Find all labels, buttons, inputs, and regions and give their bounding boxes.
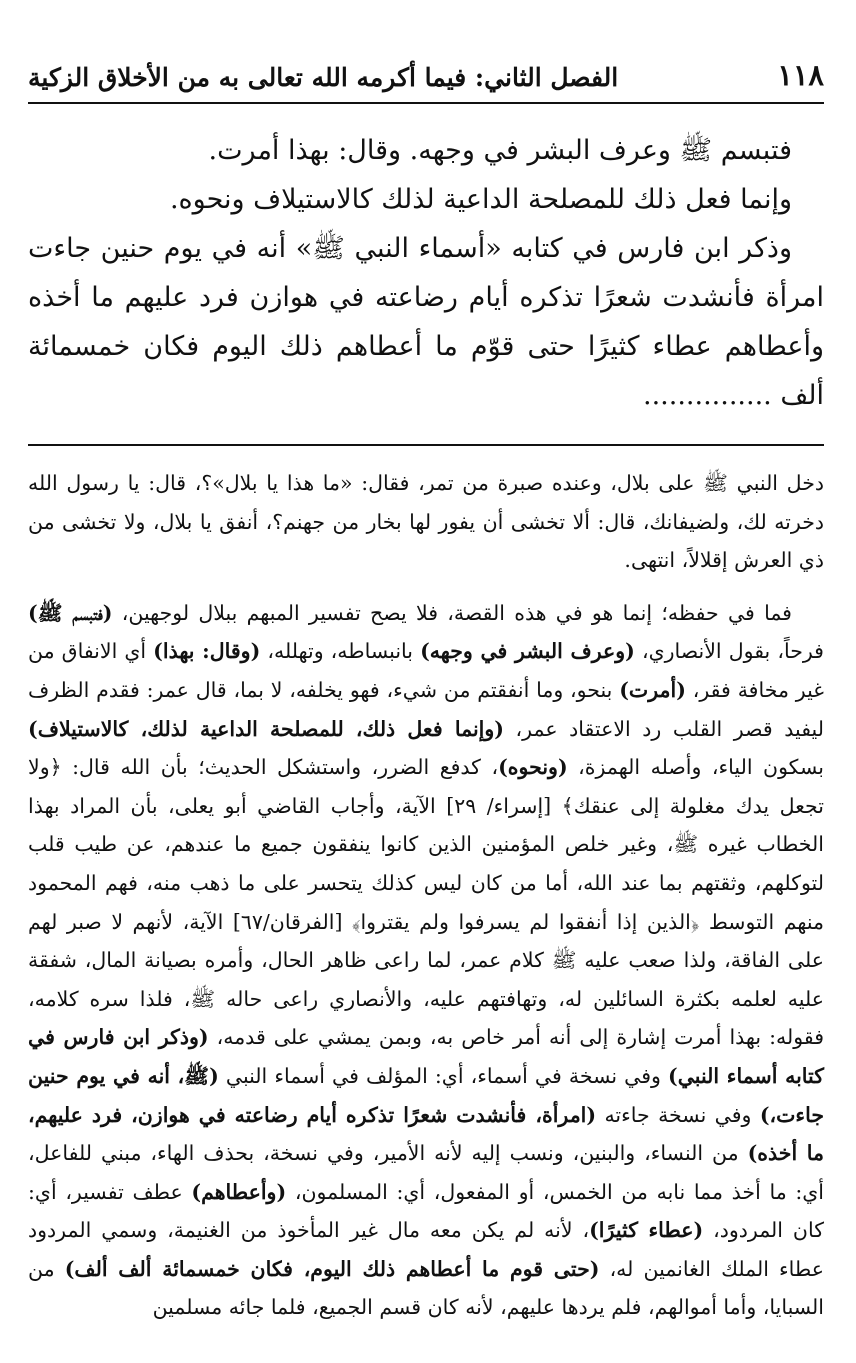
matn-quote: (وعرف البشر في وجهه) xyxy=(420,639,635,664)
commentary-text-span: وفي نسخة في أسماء، أي: المؤلف في أسماء النبي xyxy=(218,1063,669,1088)
main-paragraph-1: فتبسم ﷺ وعرف البشر في وجهه. وقال: بهذا أمرت. xyxy=(208,135,792,166)
commentary-text-span: بنحو، وما أنفقتم من شيء، فهو يخلفه، لا بما، قال عمر: فقدم الظرف ليفيد قصر القلب رد الاعتقاد عمر، xyxy=(28,677,824,741)
page-header xyxy=(28,48,824,92)
header-divider xyxy=(28,102,824,104)
matn-quote: (ونحوه) xyxy=(498,755,568,780)
matn-quote: (حتى قوم ما أعطاهم ذلك اليوم، فكان خمسمائة ألف ألف) xyxy=(64,1256,600,1281)
matn-quote: (عطاء كثيرًا) xyxy=(589,1218,704,1243)
matn-quote: (فتبسم ﷺ) xyxy=(28,600,113,625)
matn-quote: (وذكر ابن فارس في كتابه أسماء النبي) xyxy=(28,1025,824,1088)
matn-quote: (ﷺ، أنه في يوم حنين جاءت،) xyxy=(28,1063,824,1127)
matn-quote: (وإنما فعل ذلك، للمصلحة الداعية لذلك، كالاستيلاف) xyxy=(28,716,504,741)
matn-quote: (أمرت) xyxy=(619,677,686,702)
footnote-divider xyxy=(28,444,824,446)
commentary-paragraph-2 xyxy=(28,594,824,1327)
commentary-text xyxy=(28,464,824,1327)
commentary-text-span: ، كدفع الضرر، واستشكل الحديث؛ بأن الله قال: ﴿ولا تجعل يدك مغلولة إلى عنقك﴾ [إسراء/ ٢٩] الآية، وأجاب القاضي أبو يعلى، بأن المراد بهذا الخطاب غيره ﷺ، وغير خلص المؤمنين الذين كانوا ينفقون جميع ما عندهم، عن طيب قلب لتوكلهم، وثقتهم بما عند الله، أما من كان ليس كذلك يتحسر على ما ذهب منه، فهم المحمود منهم التوسط ﴿الذين إذا أنفقوا لم يسرفوا ولم يقتروا﴾ [الفرقان/٦٧] الآية، لأنهم لا صبر لهم على الفاقة، ولذا صعب عليه ﷺ كلام عمر، لما راعى ظاهر الحال، وأمره بصيانة المال، شفقة عليه لعلمه بكثرة السائلين له، وتهافتهم عليه، والأنصاري راعى حاله ﷺ، فلذا سره كلامه، فقوله: بهذا أمرت إشارة إلى أنه أمر خاص به، وبمن يمشي على قدمه، xyxy=(28,755,825,1050)
commentary-text-span: أي الانفاق من غير مخافة فقر، xyxy=(28,639,824,702)
commentary-text-span: من النساء، والبنين، ونسب إليه لأنه الأمير، وفي نسخة، بحذف الهاء، مبني للفاعل، أي: ما أخذ مما نابه من الخمس، أو المفعول، أي: المسلمون، xyxy=(28,1141,824,1204)
main-text xyxy=(28,126,824,420)
commentary-text-span: عطف تفسير، أي: كان المردود، xyxy=(28,1179,824,1243)
main-paragraph-2: وإنما فعل ذلك للمصلحة الداعية لذلك كالاستيلاف ونحوه. xyxy=(169,184,792,215)
commentary-text-span: بانبساطه، وتهلله، xyxy=(260,639,421,664)
commentary-text-span: فما في حفظه؛ إنما هو في هذه القصة، فلا يصح تفسير المبهم ببلال لوجهين، xyxy=(112,600,792,625)
commentary-text-span: ، لأنه لم يكن معه مال غير المأخوذ من الغنيمة، وسمي المردود عطاء الملك الغانمين له، xyxy=(28,1218,824,1281)
commentary-text-span: فرحاً، بقول الأنصاري، xyxy=(634,639,824,664)
commentary-text-span: بسكون الياء، وأصله الهمزة، xyxy=(567,755,824,780)
matn-quote: (وقال: بهذا) xyxy=(153,639,261,664)
matn-quote: (امرأة، فأنشدت شعرًا تذكره أيام رضاعته في هوازن، فرد عليهم، ما أخذه) xyxy=(28,1102,824,1166)
page-number: ١١٨ xyxy=(777,58,824,92)
matn-quote: (وأعطاهم) xyxy=(191,1179,287,1204)
commentary-text-span: من السبايا، وأما أموالهم، فلم يردها عليهم، لأنه كان قسم الجميع، فلما جائه مسلمين xyxy=(28,1256,824,1320)
commentary-text-span: وفي نسخة جاءته xyxy=(596,1102,760,1127)
chapter-title: الفصل الثاني: فيما أكرمه الله تعالى به من الأخلاق الزكية xyxy=(28,63,619,92)
commentary-paragraph-1: دخل النبي ﷺ على بلال، وعنده صبرة من تمر، فقال: «ما هذا يا بلال»؟، قال: يا رسول الله دخرته لك، ولضيفانك، قال: ألا تخشى أن يفور لها بخار من جهنم؟، أنفق يا بلال، ولا تخشى من ذي العرش إقلالاً، انتهى. xyxy=(28,471,824,573)
main-paragraph-3: وذكر ابن فارس في كتابه «أسماء النبي ﷺ» أنه في يوم حنين جاءت امرأة فأنشدت شعرًا تذكره أيام رضاعته في هوازن فرد عليهم ما أخذه وأعطاهم عطاء كثيرًا حتى قوّم ما أعطاهم ذلك اليوم فكان خمسمائة ألف ............... xyxy=(28,233,824,411)
